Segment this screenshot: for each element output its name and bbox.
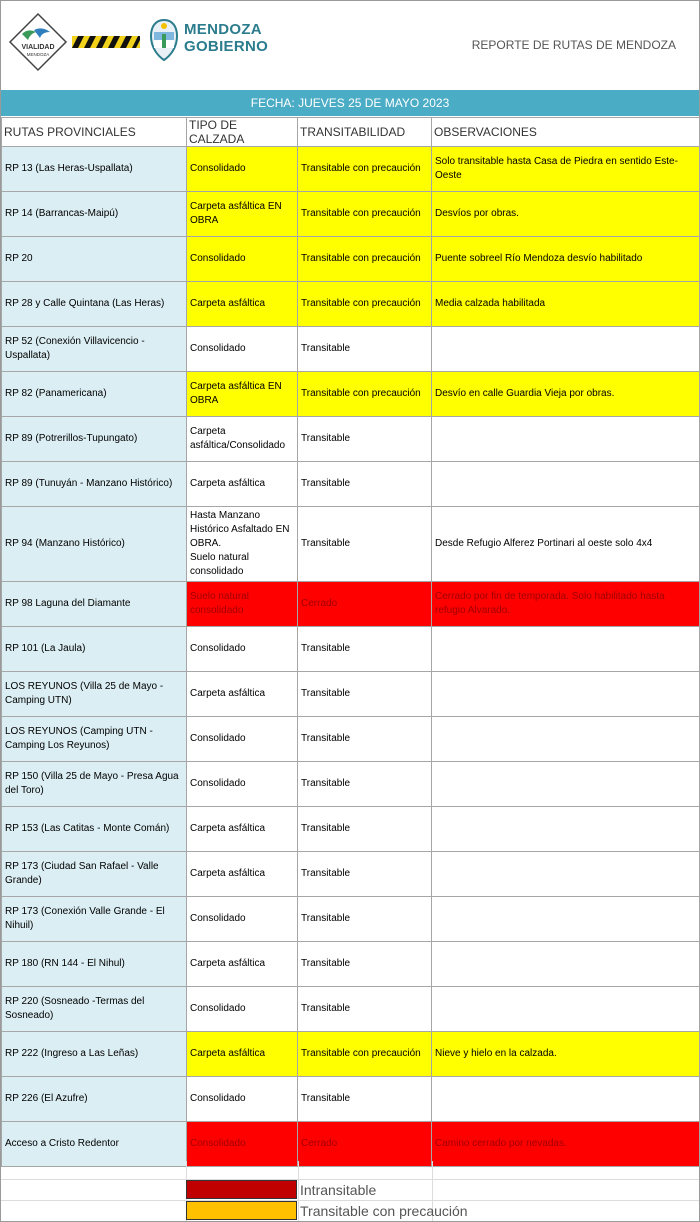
vialidad-logo-text: VIALIDAD xyxy=(21,44,55,51)
route-cell: RP 226 (El Azufre) xyxy=(2,1077,187,1122)
table-row xyxy=(2,147,700,192)
table-row xyxy=(2,507,700,582)
date-bar: FECHA: JUEVES 25 DE MAYO 2023 xyxy=(1,90,699,116)
observaciones-cell xyxy=(432,852,700,897)
observaciones-cell: Desde Refugio Alferez Portinari al oeste solo 4x4 xyxy=(432,507,700,582)
transitabilidad-cell: Cerrado xyxy=(298,582,432,627)
legend-label-precaucion: Transitable con precaución xyxy=(300,1203,468,1219)
transitabilidad-cell: Transitable xyxy=(298,327,432,372)
route-cell: RP 14 (Barrancas-Maipú) xyxy=(2,192,187,237)
calzada-cell: Hasta Manzano Histórico Asfaltado EN OBRA. Suelo natural consolidado xyxy=(187,507,298,582)
calzada-cell: Carpeta asfáltica EN OBRA xyxy=(187,192,298,237)
calzada-cell: Consolidado xyxy=(187,987,298,1032)
vialidad-logo-subtext: MENDOZA xyxy=(26,52,50,57)
calzada-cell: Carpeta asfáltica xyxy=(187,1032,298,1077)
table-row xyxy=(2,627,700,672)
calzada-cell: Carpeta asfáltica EN OBRA xyxy=(187,372,298,417)
transitabilidad-cell: Cerrado xyxy=(298,1122,432,1167)
transitabilidad-cell: Transitable con precaución xyxy=(298,192,432,237)
route-cell: RP 89 (Tunuyán - Manzano Histórico) xyxy=(2,462,187,507)
transitabilidad-cell: Transitable con precaución xyxy=(298,237,432,282)
route-cell: RP 20 xyxy=(2,237,187,282)
observaciones-cell xyxy=(432,897,700,942)
table-row xyxy=(2,237,700,282)
route-cell: LOS REYUNOS (Camping UTN - Camping Los Reyunos) xyxy=(2,717,187,762)
calzada-cell: Consolidado xyxy=(187,717,298,762)
route-cell: RP 173 (Conexión Valle Grande - El Nihuil) xyxy=(2,897,187,942)
observaciones-cell xyxy=(432,762,700,807)
observaciones-cell: Desvíos por obras. xyxy=(432,192,700,237)
transitabilidad-cell: Transitable xyxy=(298,507,432,582)
transitabilidad-cell: Transitable xyxy=(298,417,432,462)
transitabilidad-cell: Transitable xyxy=(298,987,432,1032)
route-cell: RP 98 Laguna del Diamante xyxy=(2,582,187,627)
table-row xyxy=(2,1122,700,1167)
observaciones-cell xyxy=(432,327,700,372)
observaciones-cell: Puente sobreel Río Mendoza desvío habilitado xyxy=(432,237,700,282)
route-cell: RP 173 (Ciudad San Rafael - Valle Grande) xyxy=(2,852,187,897)
observaciones-cell xyxy=(432,807,700,852)
transitabilidad-cell: Transitable xyxy=(298,627,432,672)
route-cell: RP 52 (Conexión Villavicencio - Uspallata) xyxy=(2,327,187,372)
gobierno-shield-icon xyxy=(148,18,180,62)
observaciones-cell xyxy=(432,717,700,762)
transitabilidad-cell: Transitable xyxy=(298,762,432,807)
table-row xyxy=(2,807,700,852)
calzada-cell: Consolidado xyxy=(187,237,298,282)
observaciones-cell: Nieve y hielo en la calzada. xyxy=(432,1032,700,1077)
transitabilidad-cell: Transitable con precaución xyxy=(298,1032,432,1077)
transitabilidad-cell: Transitable xyxy=(298,717,432,762)
observaciones-cell xyxy=(432,417,700,462)
route-cell: RP 180 (RN 144 - El Nihul) xyxy=(2,942,187,987)
calzada-cell: Carpeta asfáltica xyxy=(187,942,298,987)
table-row xyxy=(2,1077,700,1122)
transitabilidad-cell: Transitable xyxy=(298,1077,432,1122)
transitabilidad-cell: Transitable xyxy=(298,462,432,507)
table-row xyxy=(2,717,700,762)
report-header xyxy=(0,0,700,88)
observaciones-cell xyxy=(432,462,700,507)
observaciones-cell: Desvío en calle Guardia Vieja por obras. xyxy=(432,372,700,417)
column-header-calzada: TIPO DE CALZADA xyxy=(187,118,298,147)
observaciones-cell: Camino cerrado por nevadas. xyxy=(432,1122,700,1167)
route-cell: RP 82 (Panamericana) xyxy=(2,372,187,417)
legend-label-intransitable: Intransitable xyxy=(300,1182,377,1198)
calzada-cell: Consolidado xyxy=(187,1122,298,1167)
table-row xyxy=(2,372,700,417)
calzada-cell: Carpeta asfáltica xyxy=(187,852,298,897)
calzada-cell: Consolidado xyxy=(187,762,298,807)
table-row xyxy=(2,582,700,627)
observaciones-cell xyxy=(432,627,700,672)
observaciones-cell: Solo transitable hasta Casa de Piedra en sentido Este-Oeste xyxy=(432,147,700,192)
calzada-cell: Consolidado xyxy=(187,327,298,372)
transitabilidad-cell: Transitable xyxy=(298,942,432,987)
report-title: REPORTE DE RUTAS DE MENDOZA xyxy=(471,38,676,52)
table-row xyxy=(2,672,700,717)
route-cell: LOS REYUNOS (Villa 25 de Mayo - Camping UTN) xyxy=(2,672,187,717)
transitabilidad-cell: Transitable xyxy=(298,672,432,717)
table-row xyxy=(2,282,700,327)
transitabilidad-cell: Transitable con precaución xyxy=(298,282,432,327)
table-row xyxy=(2,987,700,1032)
calzada-cell: Carpeta asfáltica xyxy=(187,282,298,327)
table-header-row xyxy=(2,118,700,147)
gobierno-line2: GOBIERNO xyxy=(184,38,269,55)
transitabilidad-cell: Transitable xyxy=(298,897,432,942)
route-cell: RP 13 (Las Heras-Uspallata) xyxy=(2,147,187,192)
calzada-cell: Consolidado xyxy=(187,897,298,942)
table-row xyxy=(2,942,700,987)
column-header-observaciones: OBSERVACIONES xyxy=(432,118,700,147)
calzada-cell: Suelo natural consolidado xyxy=(187,582,298,627)
route-cell: RP 89 (Potrerillos-Tupungato) xyxy=(2,417,187,462)
legend xyxy=(1,1161,699,1221)
route-cell: RP 150 (Villa 25 de Mayo - Presa Agua del Toro) xyxy=(2,762,187,807)
calzada-cell: Carpeta asfáltica/Consolidado xyxy=(187,417,298,462)
transitabilidad-cell: Transitable con precaución xyxy=(298,147,432,192)
transitabilidad-cell: Transitable xyxy=(298,807,432,852)
table-row xyxy=(2,762,700,807)
observaciones-cell xyxy=(432,987,700,1032)
routes-table-body xyxy=(2,147,700,1167)
gobierno-line1: MENDOZA xyxy=(184,21,262,38)
calzada-cell: Carpeta asfáltica xyxy=(187,462,298,507)
vialidad-logo xyxy=(8,12,68,72)
route-cell: RP 94 (Manzano Histórico) xyxy=(2,507,187,582)
calzada-cell: Carpeta asfáltica xyxy=(187,807,298,852)
gobierno-logo xyxy=(148,18,268,66)
table-row xyxy=(2,417,700,462)
legend-swatch-precaucion xyxy=(186,1201,297,1220)
observaciones-cell xyxy=(432,672,700,717)
calzada-cell: Carpeta asfáltica xyxy=(187,672,298,717)
route-cell: RP 220 (Sosneado -Termas del Sosneado) xyxy=(2,987,187,1032)
route-cell: RP 153 (Las Catitas - Monte Comán) xyxy=(2,807,187,852)
table-row xyxy=(2,897,700,942)
legend-swatch-intransitable xyxy=(186,1180,297,1199)
calzada-cell: Consolidado xyxy=(187,1077,298,1122)
calzada-cell: Consolidado xyxy=(187,627,298,672)
calzada-cell: Consolidado xyxy=(187,147,298,192)
column-header-rutas: RUTAS PROVINCIALES xyxy=(2,118,187,147)
route-cell: RP 222 (Ingreso a Las Leñas) xyxy=(2,1032,187,1077)
transitabilidad-cell: Transitable xyxy=(298,852,432,897)
table-row xyxy=(2,852,700,897)
routes-table xyxy=(1,117,700,1167)
legend-item-intransitable xyxy=(1,1179,699,1200)
legend-item-precaucion xyxy=(1,1200,699,1221)
table-row xyxy=(2,1032,700,1077)
observaciones-cell: Cerrado por fin de temporada. Solo habilitado hasta refugio Alvarado. xyxy=(432,582,700,627)
transitabilidad-cell: Transitable con precaución xyxy=(298,372,432,417)
column-header-transitabilidad: TRANSITABILIDAD xyxy=(298,118,432,147)
table-row xyxy=(2,327,700,372)
table-row xyxy=(2,462,700,507)
observaciones-cell xyxy=(432,1077,700,1122)
route-cell: Acceso a Cristo Redentor xyxy=(2,1122,187,1167)
route-cell: RP 101 (La Jaula) xyxy=(2,627,187,672)
table-row xyxy=(2,192,700,237)
observaciones-cell: Media calzada habilitada xyxy=(432,282,700,327)
observaciones-cell xyxy=(432,942,700,987)
hazard-stripes-icon xyxy=(72,36,140,48)
route-cell: RP 28 y Calle Quintana (Las Heras) xyxy=(2,282,187,327)
